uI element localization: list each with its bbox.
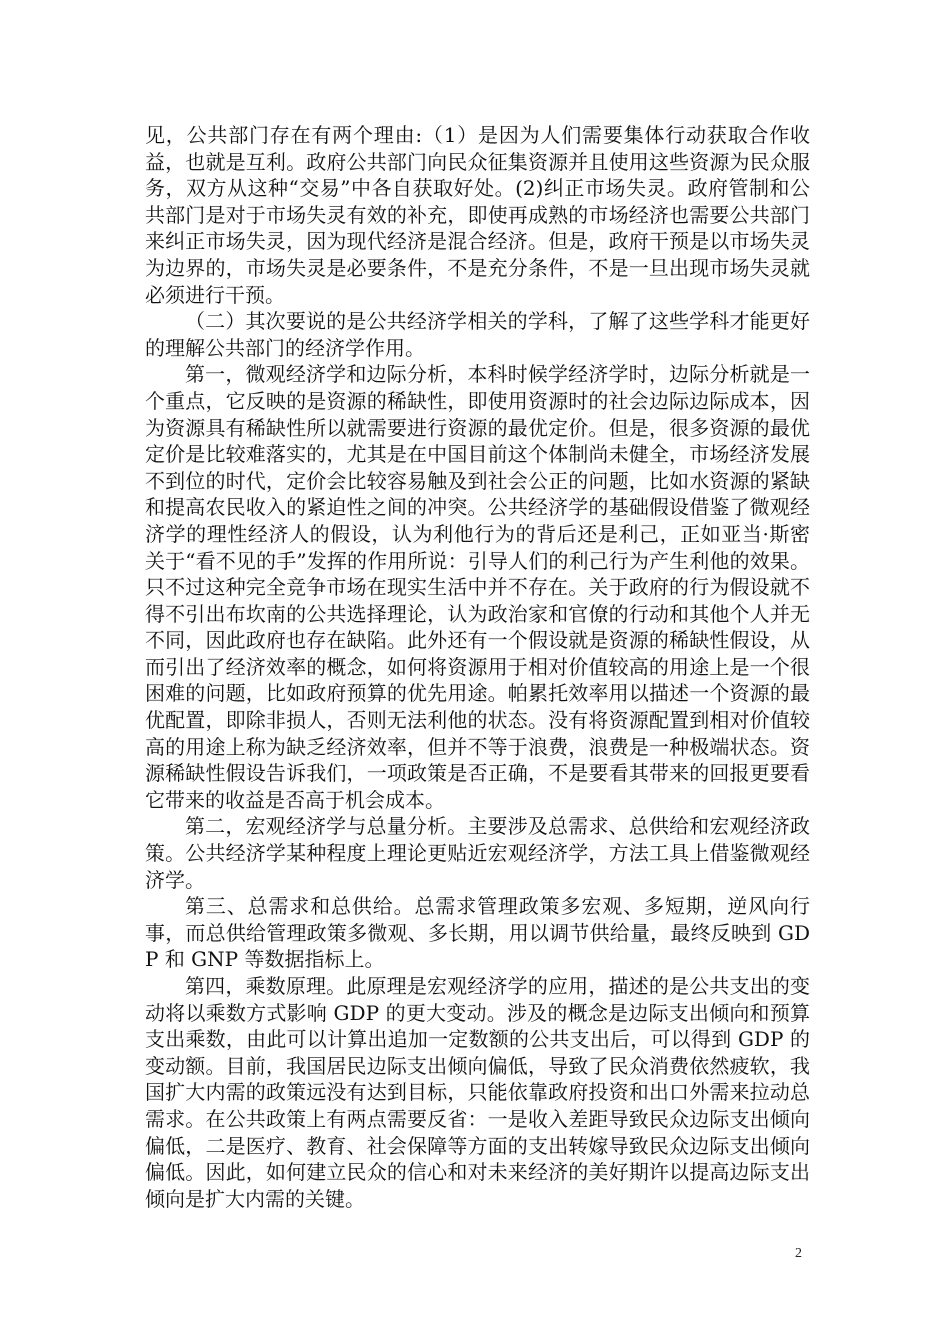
paragraph-aggregate-demand-supply: 第三、总需求和总供给。总需求管理政策多宏观、多短期，逆风向行事，而总供给管理政策多微观、多长期，用以调节供给量，最终反映到 GDP 和 GNP 等数据指标上。	[145, 894, 810, 972]
paragraph-macroeconomics: 第二，宏观经济学与总量分析。主要涉及总需求、总供给和宏观经济政策。公共经济学某种程度上理论更贴近宏观经济学，方法工具上借鉴微观经济学。	[145, 814, 810, 892]
page-number: 2	[795, 1246, 802, 1261]
paragraph-continuation: 见，公共部门存在有两个理由:（1）是因为人们需要集体行动获取合作收益，也就是互利。政府公共部门向民众征集资源并且使用这些资源为民众服务，双方从这种“交易”中各自获取好处。(2)纠正市场失灵。政府管制和公共部门是对于市场失灵有效的补充，即使再成熟的市场经济也需要公共部门来纠正市场失灵，因为现代经济是混合经济。但是，政府干预是以市场失灵为边界的，市场失灵是必要条件，不是充分条件，不是一旦出现市场失灵就必须进行干预。	[145, 123, 810, 307]
paragraph-section-two: （二）其次要说的是公共经济学相关的学科，了解了这些学科才能更好的理解公共部门的经济学作用。	[145, 309, 810, 360]
paragraph-multiplier: 第四，乘数原理。此原理是宏观经济学的应用，描述的是公共支出的变动将以乘数方式影响 GDP 的更大变动。涉及的概念是边际支出倾向和预算支出乘数，由此可以计算出追加一定数额的公共支出后，可以得到 GDP 的变动额。目前，我国居民边际支出倾向偏低，导致了民众消费依然疲软，我国扩大内需的政策远没有达到目标，只能依靠政府投资和出口外需来拉动总需求。在公共政策上有两点需要反省：一是收入差距导致民众边际支出倾向偏低，二是医疗、教育、社会保障等方面的支出转嫁导致民众边际支出倾向偏低。因此，如何建立民众的信心和对未来经济的美好期许以提高边际支出倾向是扩大内需的关键。	[145, 974, 810, 1211]
document-body	[145, 122, 810, 1212]
paragraph-microeconomics: 第一，微观经济学和边际分析，本科时候学经济学时，边际分析就是一个重点，它反映的是资源的稀缺性，即使用资源时的社会边际边际成本，因为资源具有稀缺性所以就需要进行资源的最优定价。但是，很多资源的最优定价是比较难落实的，尤其是在中国目前这个体制尚未健全，市场经济发展不到位的时代，定价会比较容易触及到社会公正的问题，比如水资源的紧缺和提高农民收入的紧迫性之间的冲突。公共经济学的基础假设借鉴了微观经济学的理性经济人的假设，认为利他行为的背后还是利己，正如亚当·斯密关于“看不见的手”发挥的作用所说：引导人们的利己行为产生利他的效果。只不过这种完全竞争市场在现实生活中并不存在。关于政府的行为假设就不得不引出布坎南的公共选择理论，认为政治家和官僚的行动和其他个人并无不同，因此政府也存在缺陷。此外还有一个假设就是资源的稀缺性假设，从而引出了经济效率的概念，如何将资源用于相对价值较高的用途上是一个很困难的问题，比如政府预算的优先用途。帕累托效率用以描述一个资源的最优配置，即除非损人，否则无法利他的状态。没有将资源配置到相对价值较高的用途上称为缺乏经济效率，但并不等于浪费，浪费是一种极端状态。资源稀缺性假设告诉我们，一项政策是否正确，不是要看其带来的回报更要看它带来的收益是否高于机会成本。	[145, 362, 810, 812]
